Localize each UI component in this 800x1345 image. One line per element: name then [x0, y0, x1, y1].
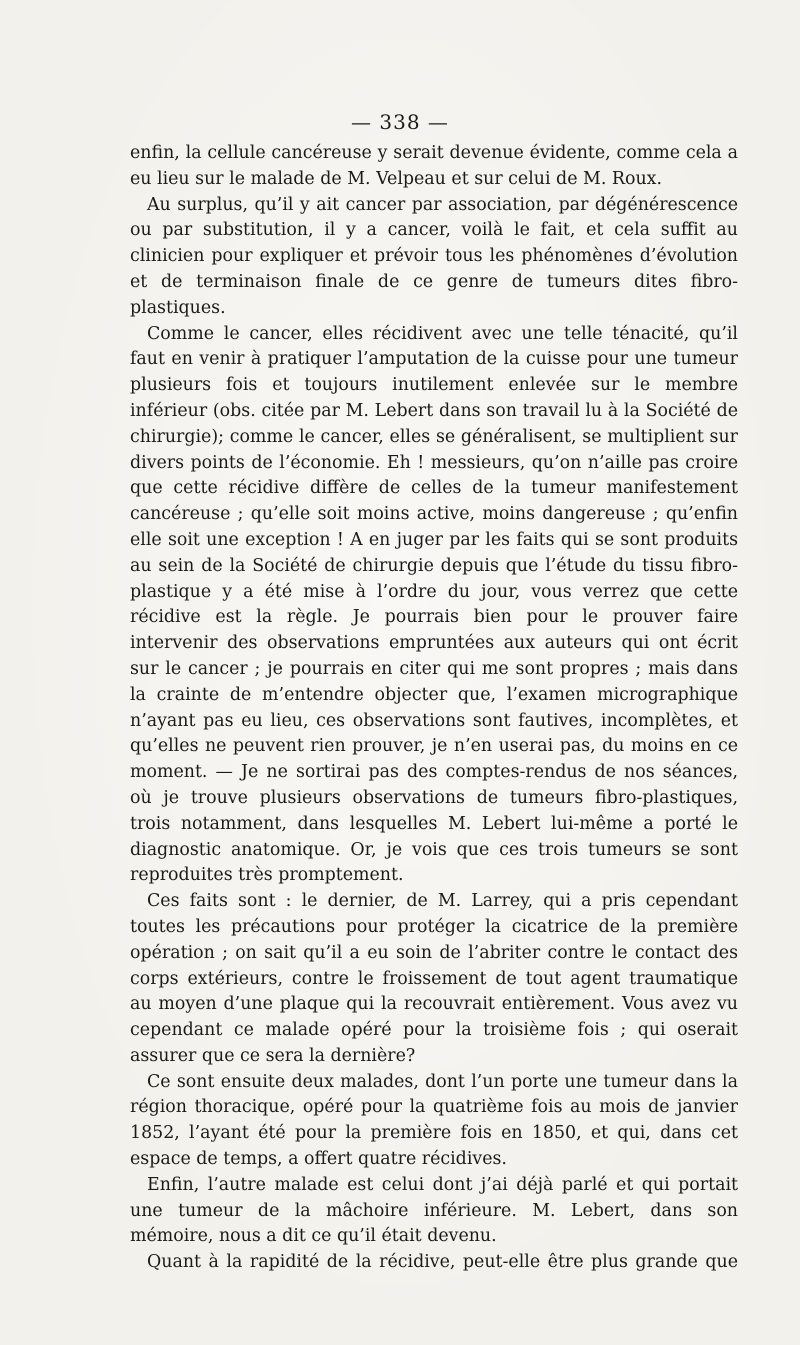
- paragraph: Enfin, l’autre malade est celui dont j’ai déjà parlé et qui portait une tumeur de la mâchoire inférieure. M. Lebert, dans son mémoire, nous a dit ce qu’il était devenu.: [130, 1174, 738, 1247]
- body-text: [130, 141, 738, 1276]
- paragraph-truncated: Quant à la rapidité de la récidive, peut-elle être plus grande que: [147, 1252, 738, 1273]
- paragraph: Comme le cancer, elles récidivent avec une telle ténacité, qu’il faut en venir à pratiquer l’amputation de la cuisse pour une tumeur plusieurs fois et toujours inutilement enlevée sur le membre inférieur (obs. citée par M. Lebert dans son travail lu à la Société de chirurgie); comme le cancer, elles se généralisent, se multiplient sur divers points de l’économie. Eh ! messieurs, qu’on n’aille pas croire que cette récidive diffère de celles de la tumeur manifestement cancéreuse ; qu’elle soit moins active, moins dangereuse ; qu’enfin elle soit une exception ! A en juger par les faits qui se sont produits au sein de la Société de chirurgie depuis que l’étude du tissu fibro-plastique y a été mise à l’ordre du jour, vous verrez que cette récidive est la règle. Je pourrais bien pour le prouver faire intervenir des observations empruntées aux auteurs qui ont écrit sur le cancer ; je pourrais en citer qui me sont propres ; mais dans la crainte de m’entendre objecter que, l’examen micrographique n’ayant pas eu lieu, ces observations sont fautives, incomplètes, et qu’elles ne peuvent rien prouver, je n’en userai pas, du moins en ce moment. — Je ne sortirai pas des comptes-rendus de nos séances, où je trouve plusieurs observations de tumeurs fibro-plastiques, trois notamment, dans lesquelles M. Lebert lui-même a porté le diagnostic anatomique. Or, je vois que ces trois tumeurs se sont reproduites très promptement.: [130, 323, 738, 886]
- paragraph-continuation: enfin, la cellule cancéreuse y serait devenue évidente, comme cela a eu lieu sur le malade de M. Velpeau et sur celui de M. Roux.: [130, 143, 738, 189]
- paragraph: Ces faits sont : le dernier, de M. Larrey, qui a pris cependant toutes les précautions pour protéger la cicatrice de la première opération ; on sait qu’il a eu soin de l’abriter contre le contact des corps extérieurs, contre le froissement de tout agent traumatique au moyen d’une plaque qui la recouvrait entièrement. Vous avez vu cependant ce malade opéré pour la troisième fois ; qui oserait assurer que ce sera la dernière?: [130, 891, 738, 1066]
- paragraph: Au surplus, qu’il y ait cancer par association, par dégénérescence ou par substitution, il y a cancer, voilà le fait, et cela suffit au clinicien pour expliquer et prévoir tous les phénomènes d’évolution et de terminaison finale de ce genre de tumeurs dites fibro-plastiques.: [130, 194, 738, 318]
- page-number: — 338 —: [351, 110, 449, 134]
- paragraph: Ce sont ensuite deux malades, dont l’un porte une tumeur dans la région thoracique, opéré pour la quatrième fois au mois de janvier 1852, l’ayant été pour la première fois en 1850, et qui, dans cet espace de temps, a offert quatre récidives.: [130, 1071, 738, 1170]
